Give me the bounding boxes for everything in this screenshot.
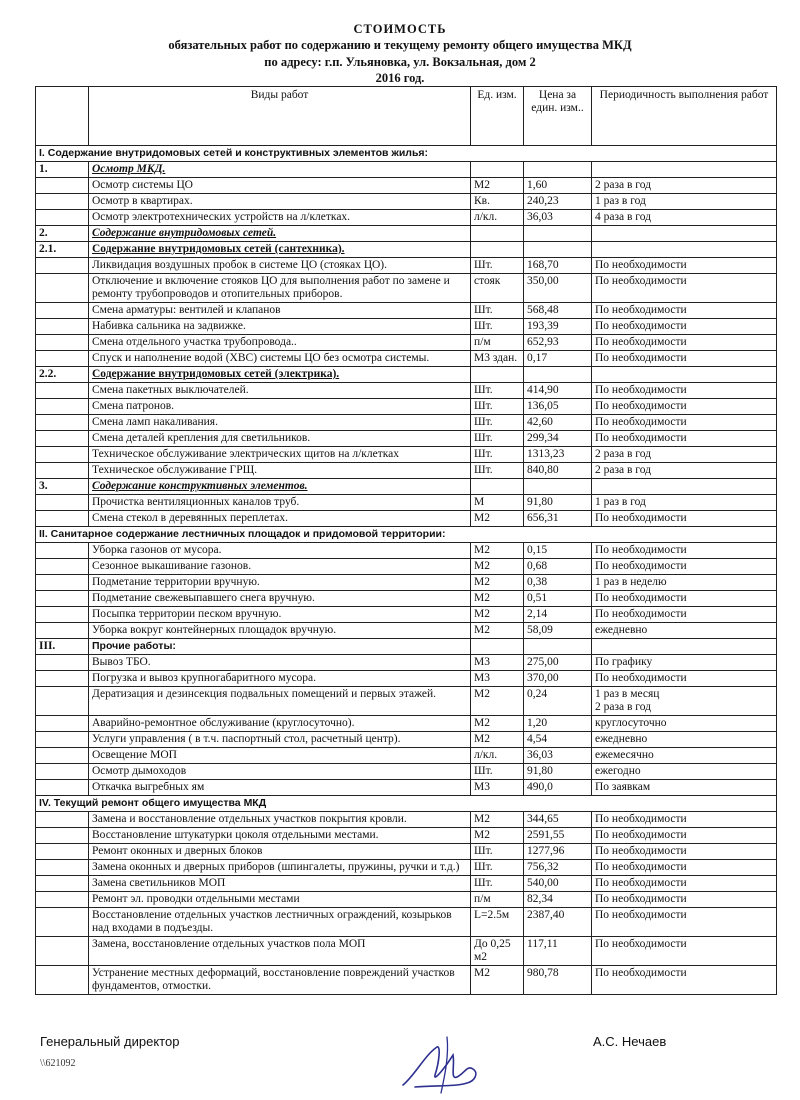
period-cell: По необходимости (592, 274, 777, 303)
period-cell: 1 раз в год (592, 495, 777, 511)
table-row (36, 780, 777, 796)
period-cell: По необходимости (592, 844, 777, 860)
row-number-cell (36, 351, 89, 367)
period-cell: По необходимости (592, 511, 777, 527)
price-cell: 36,03 (524, 748, 592, 764)
period-cell: По необходимости (592, 543, 777, 559)
price-cell: 275,00 (524, 655, 592, 671)
table-row (36, 764, 777, 780)
unit-cell: М3 (471, 655, 524, 671)
work-description-cell: Спуск и наполнение водой (ХВС) системы ЦО без осмотра системы. (89, 351, 471, 367)
price-cell: 117,11 (524, 937, 592, 966)
work-description-cell: Прочистка вентиляционных каналов труб. (89, 495, 471, 511)
table-row (36, 966, 777, 995)
empty-cell (592, 242, 777, 258)
table-row (36, 732, 777, 748)
work-description-cell: Смена ламп накаливания. (89, 415, 471, 431)
row-number-cell (36, 937, 89, 966)
row-number-cell (36, 303, 89, 319)
work-description-cell: Услуги управления ( в т.ч. паспортный стол, расчетный центр). (89, 732, 471, 748)
group-row (36, 162, 777, 178)
empty-cell (471, 639, 524, 655)
work-description-cell: Набивка сальника на задвижке. (89, 319, 471, 335)
price-cell: 240,23 (524, 194, 592, 210)
period-cell: 2 раза в год (592, 447, 777, 463)
table-row (36, 335, 777, 351)
period-cell: По необходимости (592, 607, 777, 623)
price-cell: 568,48 (524, 303, 592, 319)
row-number-cell (36, 966, 89, 995)
work-description-cell: Осмотр электротехнических устройств на л/клетках. (89, 210, 471, 226)
table-header-row (36, 87, 777, 146)
row-number-cell (36, 671, 89, 687)
group-title: Содержание внутридомовых сетей (сантехника). (89, 242, 471, 258)
column-header-unit: Ед. изм. (471, 87, 524, 146)
group-title: Прочие работы: (89, 639, 471, 655)
price-cell: 350,00 (524, 274, 592, 303)
unit-cell: М2 (471, 559, 524, 575)
table-row (36, 716, 777, 732)
price-cell: 4,54 (524, 732, 592, 748)
period-cell: По необходимости (592, 383, 777, 399)
row-number-cell (36, 431, 89, 447)
work-description-cell: Подметание свежевыпавшего снега вручную. (89, 591, 471, 607)
row-number-cell (36, 543, 89, 559)
row-number-cell (36, 655, 89, 671)
section-title: I. Содержание внутридомовых сетей и конструктивных элементов жилья: (36, 146, 777, 162)
table-row (36, 937, 777, 966)
period-cell: 1 раз в год (592, 194, 777, 210)
work-description-cell: Отключение и включение стояков ЦО для выполнения работ по замене и ремонту трубопроводов и отопительных приборов. (89, 274, 471, 303)
price-cell: 840,80 (524, 463, 592, 479)
period-cell: круглосуточно (592, 716, 777, 732)
period-cell: 4 раза в год (592, 210, 777, 226)
empty-cell (524, 479, 592, 495)
work-description-cell: Смена арматуры: вентилей и клапанов (89, 303, 471, 319)
period-cell: По необходимости (592, 812, 777, 828)
column-header-price: Цена за един. изм.. (524, 87, 592, 146)
table-row (36, 623, 777, 639)
period-cell: По необходимости (592, 319, 777, 335)
row-number-cell (36, 559, 89, 575)
unit-cell: Шт. (471, 399, 524, 415)
period-cell: По необходимости (592, 966, 777, 995)
table-row (36, 210, 777, 226)
table-row (36, 447, 777, 463)
period-cell: ежемесячно (592, 748, 777, 764)
empty-cell (592, 367, 777, 383)
table-row (36, 258, 777, 274)
price-cell: 58,09 (524, 623, 592, 639)
row-number-cell (36, 623, 89, 639)
group-row (36, 479, 777, 495)
group-title: Содержание внутридомовых сетей. (89, 226, 471, 242)
period-cell: По необходимости (592, 399, 777, 415)
table-row (36, 431, 777, 447)
price-cell: 652,93 (524, 335, 592, 351)
unit-cell: Шт. (471, 319, 524, 335)
row-number-cell (36, 607, 89, 623)
row-number-cell (36, 495, 89, 511)
work-description-cell: Освещение МОП (89, 748, 471, 764)
price-cell: 91,80 (524, 495, 592, 511)
unit-cell: Шт. (471, 447, 524, 463)
group-title: Осмотр МКД. (89, 162, 471, 178)
work-description-cell: Устранение местных деформаций, восстановление повреждений участков фундаментов, отмостки. (89, 966, 471, 995)
section-row (36, 527, 777, 543)
unit-cell: л/кл. (471, 748, 524, 764)
unit-cell: М2 (471, 607, 524, 623)
unit-cell: М2 (471, 591, 524, 607)
section-title: IV. Текущий ремонт общего имущества МКД (36, 796, 777, 812)
row-number-cell (36, 511, 89, 527)
price-cell: 1,60 (524, 178, 592, 194)
work-description-cell: Аварийно-ремонтное обслуживание (круглосуточно). (89, 716, 471, 732)
period-cell: ежегодно (592, 764, 777, 780)
price-cell: 1313,23 (524, 447, 592, 463)
period-cell: По необходимости (592, 892, 777, 908)
price-cell: 36,03 (524, 210, 592, 226)
table-row (36, 495, 777, 511)
unit-cell: стояк (471, 274, 524, 303)
price-cell: 42,60 (524, 415, 592, 431)
row-number-cell (36, 447, 89, 463)
document-title: СТОИМОСТЬ (353, 22, 447, 36)
empty-cell (471, 479, 524, 495)
work-description-cell: Осмотр дымоходов (89, 764, 471, 780)
row-number-cell (36, 383, 89, 399)
price-cell: 168,70 (524, 258, 592, 274)
work-description-cell: Смена стекол в деревянных переплетах. (89, 511, 471, 527)
empty-cell (471, 162, 524, 178)
unit-cell: Шт. (471, 415, 524, 431)
table-row (36, 415, 777, 431)
period-cell: По необходимости (592, 258, 777, 274)
price-cell: 193,39 (524, 319, 592, 335)
table-row (36, 908, 777, 937)
table-row (36, 591, 777, 607)
work-description-cell: Погрузка и вывоз крупногабаритного мусора. (89, 671, 471, 687)
empty-cell (592, 162, 777, 178)
price-cell: 82,34 (524, 892, 592, 908)
period-cell: По заявкам (592, 780, 777, 796)
unit-cell: М2 (471, 732, 524, 748)
empty-cell (592, 639, 777, 655)
empty-cell (524, 226, 592, 242)
empty-cell (471, 226, 524, 242)
section-row (36, 146, 777, 162)
table-row (36, 687, 777, 716)
table-row (36, 828, 777, 844)
signatory-position: Генеральный директор (40, 1034, 180, 1049)
empty-cell (524, 242, 592, 258)
price-cell: 490,0 (524, 780, 592, 796)
unit-cell: Шт. (471, 383, 524, 399)
unit-cell: До 0,25 м2 (471, 937, 524, 966)
row-number-cell (36, 716, 89, 732)
unit-cell: М3 (471, 671, 524, 687)
period-cell: По необходимости (592, 937, 777, 966)
unit-cell: М2 (471, 575, 524, 591)
table-row (36, 559, 777, 575)
unit-cell: Шт. (471, 258, 524, 274)
group-number: 2. (36, 226, 89, 242)
period-cell: ежедневно (592, 623, 777, 639)
works-table (35, 86, 777, 995)
work-description-cell: Уборка газонов от мусора. (89, 543, 471, 559)
table-row (36, 812, 777, 828)
period-cell: 1 раз в месяц 2 раза в год (592, 687, 777, 716)
table-row (36, 383, 777, 399)
unit-cell: М3 здан. (471, 351, 524, 367)
group-title: Содержание конструктивных элементов. (89, 479, 471, 495)
period-cell: По необходимости (592, 860, 777, 876)
work-description-cell: Замена, восстановление отдельных участков пола МОП (89, 937, 471, 966)
group-number: 2.1. (36, 242, 89, 258)
work-description-cell: Смена патронов. (89, 399, 471, 415)
group-row (36, 639, 777, 655)
price-cell: 2,14 (524, 607, 592, 623)
price-cell: 980,78 (524, 966, 592, 995)
table-row (36, 655, 777, 671)
row-number-cell (36, 575, 89, 591)
column-header-works: Виды работ (89, 87, 471, 146)
table-row (36, 671, 777, 687)
table-row (36, 274, 777, 303)
unit-cell: Шт. (471, 431, 524, 447)
unit-cell: п/м (471, 892, 524, 908)
section-title: II. Санитарное содержание лестничных площадок и придомовой территории: (36, 527, 777, 543)
empty-cell (592, 479, 777, 495)
unit-cell: М2 (471, 687, 524, 716)
unit-cell: Шт. (471, 303, 524, 319)
group-row (36, 226, 777, 242)
signature-image (395, 1035, 505, 1095)
row-number-cell (36, 764, 89, 780)
row-number-cell (36, 319, 89, 335)
row-number-cell (36, 194, 89, 210)
table-row (36, 351, 777, 367)
row-number-cell (36, 844, 89, 860)
table-row (36, 303, 777, 319)
table-row (36, 844, 777, 860)
empty-cell (471, 367, 524, 383)
table-row (36, 194, 777, 210)
unit-cell: М2 (471, 828, 524, 844)
unit-cell: М (471, 495, 524, 511)
table-row (36, 511, 777, 527)
unit-cell: М2 (471, 511, 524, 527)
section-row (36, 796, 777, 812)
period-cell: 2 раза в год (592, 178, 777, 194)
table-row (36, 543, 777, 559)
work-description-cell: Дератизация и дезинсекция подвальных помещений и первых этажей. (89, 687, 471, 716)
group-number: 1. (36, 162, 89, 178)
empty-cell (524, 639, 592, 655)
work-description-cell: Замена и восстановление отдельных участков покрытия кровли. (89, 812, 471, 828)
row-number-cell (36, 258, 89, 274)
document-year: 2016 год. (375, 71, 425, 85)
work-description-cell: Ликвидация воздушных пробок в системе ЦО (стояках ЦО). (89, 258, 471, 274)
table-row (36, 319, 777, 335)
period-cell: По необходимости (592, 828, 777, 844)
empty-cell (471, 242, 524, 258)
price-cell: 344,65 (524, 812, 592, 828)
row-number-cell (36, 415, 89, 431)
unit-cell: М2 (471, 716, 524, 732)
row-number-cell (36, 178, 89, 194)
period-cell: По необходимости (592, 591, 777, 607)
price-cell: 656,31 (524, 511, 592, 527)
work-description-cell: Восстановление штукатурки цоколя отдельными местами. (89, 828, 471, 844)
column-header-period: Периодичность выполнения работ (592, 87, 777, 146)
price-cell: 2387,40 (524, 908, 592, 937)
empty-cell (524, 367, 592, 383)
period-cell: По необходимости (592, 415, 777, 431)
table-row (36, 178, 777, 194)
price-cell: 0,68 (524, 559, 592, 575)
unit-cell: л/кл. (471, 210, 524, 226)
work-description-cell: Техническое обслуживание электрических щитов на л/клетках (89, 447, 471, 463)
period-cell: По необходимости (592, 351, 777, 367)
price-cell: 91,80 (524, 764, 592, 780)
table-row (36, 575, 777, 591)
row-number-cell (36, 860, 89, 876)
price-cell: 136,05 (524, 399, 592, 415)
work-description-cell: Смена отдельного участка трубопровода.. (89, 335, 471, 351)
price-cell: 370,00 (524, 671, 592, 687)
work-description-cell: Сезонное выкашивание газонов. (89, 559, 471, 575)
price-cell: 2591,55 (524, 828, 592, 844)
table-row (36, 892, 777, 908)
row-number-cell (36, 828, 89, 844)
period-cell: ежедневно (592, 732, 777, 748)
period-cell: По необходимости (592, 335, 777, 351)
price-cell: 540,00 (524, 876, 592, 892)
row-number-cell (36, 780, 89, 796)
work-description-cell: Смена пакетных выключателей. (89, 383, 471, 399)
work-description-cell: Техническое обслуживание ГРЩ. (89, 463, 471, 479)
price-cell: 0,51 (524, 591, 592, 607)
work-description-cell: Ремонт эл. проводки отдельными местами (89, 892, 471, 908)
price-cell: 414,90 (524, 383, 592, 399)
row-number-cell (36, 908, 89, 937)
row-number-cell (36, 210, 89, 226)
price-cell: 1,20 (524, 716, 592, 732)
price-cell: 0,17 (524, 351, 592, 367)
work-description-cell: Откачка выгребных ям (89, 780, 471, 796)
price-cell: 0,24 (524, 687, 592, 716)
work-description-cell: Посыпка территории песком вручную. (89, 607, 471, 623)
price-cell: 1277,96 (524, 844, 592, 860)
work-description-cell: Осмотр в квартирах. (89, 194, 471, 210)
row-number-cell (36, 892, 89, 908)
group-number: III. (36, 639, 89, 655)
group-row (36, 242, 777, 258)
price-cell: 0,15 (524, 543, 592, 559)
group-number: 2.2. (36, 367, 89, 383)
work-description-cell: Осмотр системы ЦО (89, 178, 471, 194)
row-number-cell (36, 274, 89, 303)
document-address: по адресу: г.п. Ульяновка, ул. Вокзальная, дом 2 (264, 55, 536, 69)
period-cell: 1 раз в неделю (592, 575, 777, 591)
row-number-cell (36, 876, 89, 892)
row-number-cell (36, 687, 89, 716)
work-description-cell: Смена деталей крепления для светильников. (89, 431, 471, 447)
table-body (36, 146, 777, 995)
unit-cell: L=2.5м (471, 908, 524, 937)
empty-cell (524, 162, 592, 178)
unit-cell: Шт. (471, 463, 524, 479)
group-number: 3. (36, 479, 89, 495)
table-row (36, 399, 777, 415)
empty-cell (592, 226, 777, 242)
price-cell: 0,38 (524, 575, 592, 591)
table-row (36, 748, 777, 764)
period-cell: По необходимости (592, 876, 777, 892)
work-description-cell: Замена оконных и дверных приборов (шпингалеты, пружины, ручки и т.д.) (89, 860, 471, 876)
table-row (36, 860, 777, 876)
period-cell: 2 раза в год (592, 463, 777, 479)
row-number-cell (36, 463, 89, 479)
unit-cell: п/м (471, 335, 524, 351)
table-row (36, 607, 777, 623)
row-number-cell (36, 812, 89, 828)
unit-cell: Кв. (471, 194, 524, 210)
price-cell: 756,32 (524, 860, 592, 876)
row-number-cell (36, 732, 89, 748)
unit-cell: М3 (471, 780, 524, 796)
document-number: \\621092 (40, 1058, 76, 1069)
unit-cell: М2 (471, 543, 524, 559)
work-description-cell: Уборка вокруг контейнерных площадок вручную. (89, 623, 471, 639)
row-number-cell (36, 335, 89, 351)
row-number-cell (36, 591, 89, 607)
row-number-cell (36, 748, 89, 764)
unit-cell: Шт. (471, 764, 524, 780)
period-cell: По графику (592, 655, 777, 671)
work-description-cell: Восстановление отдельных участков лестничных ограждений, козырьков над входами в подъезды. (89, 908, 471, 937)
group-row (36, 367, 777, 383)
table-row (36, 463, 777, 479)
work-description-cell: Вывоз ТБО. (89, 655, 471, 671)
unit-cell: Шт. (471, 844, 524, 860)
group-title: Содержание внутридомовых сетей (электрика). (89, 367, 471, 383)
unit-cell: Шт. (471, 876, 524, 892)
unit-cell: М2 (471, 178, 524, 194)
document-subtitle: обязательных работ по содержанию и текущему ремонту общего имущества МКД (168, 38, 632, 52)
unit-cell: Шт. (471, 860, 524, 876)
row-number-cell (36, 399, 89, 415)
period-cell: По необходимости (592, 431, 777, 447)
period-cell: По необходимости (592, 559, 777, 575)
period-cell: По необходимости (592, 671, 777, 687)
unit-cell: М2 (471, 812, 524, 828)
unit-cell: М2 (471, 623, 524, 639)
work-description-cell: Замена светильников МОП (89, 876, 471, 892)
unit-cell: М2 (471, 966, 524, 995)
table-row (36, 876, 777, 892)
signatory-name: А.С. Нечаев (593, 1034, 667, 1049)
work-description-cell: Ремонт оконных и дверных блоков (89, 844, 471, 860)
work-description-cell: Подметание территории вручную. (89, 575, 471, 591)
period-cell: По необходимости (592, 908, 777, 937)
column-header-number (36, 87, 89, 146)
price-cell: 299,34 (524, 431, 592, 447)
period-cell: По необходимости (592, 303, 777, 319)
